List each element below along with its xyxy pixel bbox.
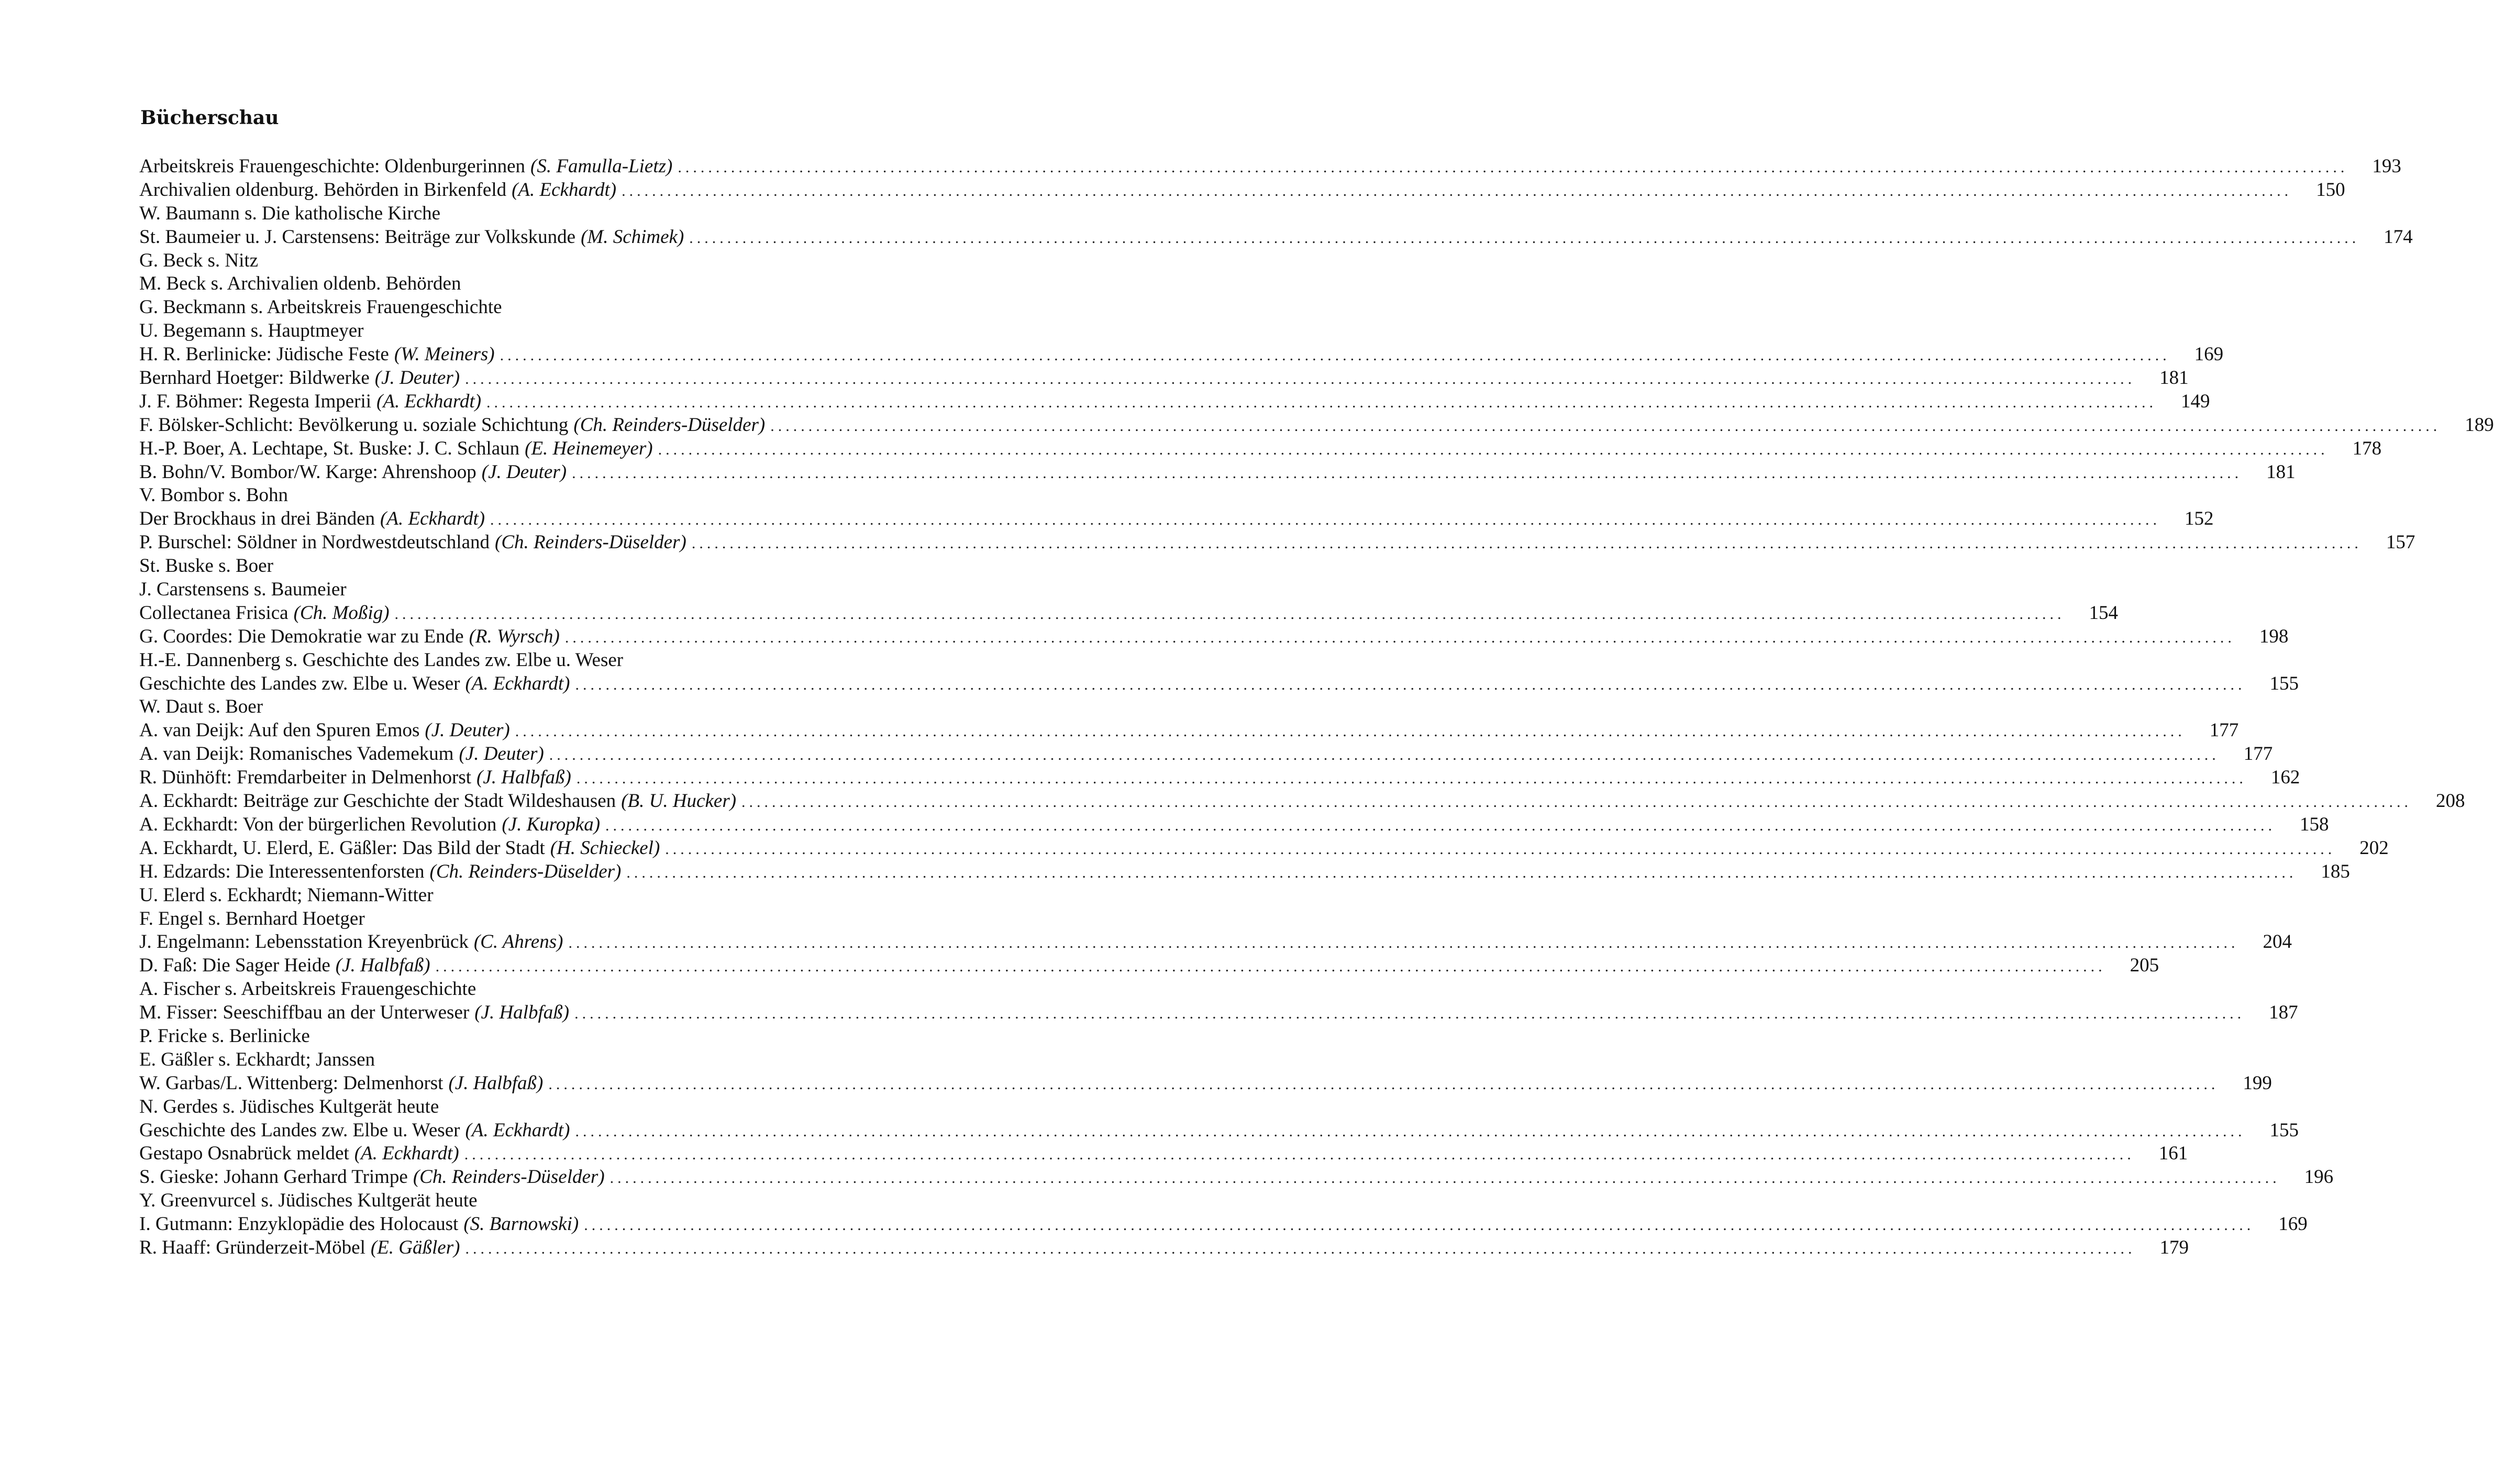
entry-page-number: 177: [2209, 719, 2239, 741]
dot-leader: ............................................................................................................................................................................................................................: [564, 628, 2235, 646]
entry-page-number: 158: [2300, 813, 2329, 835]
index-entry: [139, 155, 2401, 179]
index-entry: [139, 390, 2210, 414]
entry-reviewer: (Ch. Reinders-Düselder): [573, 414, 766, 436]
dot-leader: ............................................................................................................................................................................................................................: [576, 770, 2247, 788]
entry-title: G. Coordes: Die Demokratie war zu Ende: [139, 625, 464, 647]
index-entry-row: [139, 931, 2292, 953]
entry-reviewer: (Ch. Reinders-Düselder): [413, 1166, 605, 1188]
index-entry-row: [139, 202, 916, 225]
dot-leader: ............................................................................................................................................................................................................................: [605, 816, 2276, 834]
entry-reviewer: (A. Eckhardt): [354, 1143, 459, 1165]
dot-leader: ............................................................................................................................................................................................................................: [435, 958, 2106, 976]
index-entry: [139, 1189, 916, 1213]
index-entry: [139, 837, 2389, 860]
entry-reviewer: (M. Schimek): [581, 226, 684, 248]
entry-page-number: 150: [2316, 179, 2345, 201]
entry-reviewer: (S. Famulla-Lietz): [530, 156, 673, 177]
index-entry: [139, 179, 2345, 202]
entry-page-number: 199: [2243, 1072, 2272, 1094]
dot-leader: ............................................................................................................................................................................................................................: [549, 746, 2220, 764]
entry-title: R. Dünhöft: Fremdarbeiter in Delmenhorst: [139, 767, 472, 789]
index-entry-row: [139, 695, 916, 718]
entry-page-number: 181: [2159, 367, 2189, 389]
entry-title: J. Engelmann: Lebensstation Kreyenbrück: [139, 931, 469, 953]
entry-title: A. Fischer s. Arbeitskreis Frauengeschichte: [139, 978, 476, 1000]
entry-title: M. Beck s. Archivalien oldenb. Behörden: [139, 273, 461, 295]
entry-title: W. Baumann s. Die katholische Kirche: [139, 202, 441, 224]
entry-page-number: 169: [2194, 344, 2224, 366]
dot-leader: ............................................................................................................................................................................................................................: [572, 464, 2243, 482]
entry-page-number: 181: [2266, 461, 2296, 483]
index-entry-row: [139, 437, 2382, 460]
entry-page-number: 189: [2465, 414, 2494, 436]
index-entry: [139, 1166, 2334, 1189]
entry-title: M. Fisser: Seeschiffbau an der Unterweser: [139, 1002, 470, 1024]
index-entry-row: [139, 272, 916, 295]
index-entry: [139, 555, 916, 578]
index-entry: [139, 296, 916, 319]
index-entry-row: [139, 1001, 2298, 1024]
dot-leader: ............................................................................................................................................................................................................................: [665, 840, 2336, 858]
entry-title: W. Garbas/L. Wittenberg: Delmenhorst: [139, 1072, 444, 1094]
entry-page-number: 187: [2269, 1002, 2298, 1024]
entry-title: B. Bohn/V. Bombor/W. Karge: Ahrenshoop: [139, 461, 476, 483]
index-entry-row: [139, 296, 916, 318]
entry-reviewer: (J. Deuter): [425, 719, 510, 741]
index-entry-row: [139, 1166, 2334, 1188]
index-entry-row: [139, 907, 916, 930]
entry-title: St. Baumeier u. J. Carstensens: Beiträge zur Volkskunde: [139, 226, 576, 248]
index-entry: [139, 249, 916, 273]
entry-page-number: 177: [2243, 743, 2273, 765]
index-entry: [139, 1072, 2272, 1095]
index-entry-row: [139, 1142, 2188, 1165]
dot-leader: ............................................................................................................................................................................................................................: [548, 1075, 2219, 1093]
index-entry-row: [139, 367, 2189, 389]
index-entry-row: [139, 319, 916, 342]
entry-page-number: 157: [2386, 531, 2415, 553]
index-entry: [139, 202, 916, 226]
entry-title: W. Daut s. Boer: [139, 696, 263, 718]
index-entry-row: [139, 1213, 2308, 1235]
entry-reviewer: (J. Deuter): [481, 461, 567, 483]
index-entry: [139, 1025, 916, 1048]
index-entry: [139, 1213, 2308, 1236]
entry-page-number: 178: [2352, 437, 2382, 459]
entry-title: P. Burschel: Söldner in Nordwestdeutschland: [139, 531, 490, 553]
entry-reviewer: (J. Halbfaß): [448, 1072, 544, 1094]
index-entry-row: [139, 414, 2494, 436]
index-entry: [139, 1095, 916, 1119]
entry-title: J. F. Böhmer: Regesta Imperii: [139, 390, 372, 412]
index-entry: [139, 860, 2350, 884]
entry-page-number: 162: [2270, 767, 2300, 789]
entry-title: F. Bölsker-Schlicht: Bevölkerung u. soziale Schichtung: [139, 414, 569, 436]
dot-leader: ............................................................................................................................................................................................................................: [770, 417, 2441, 435]
index-entry-row: [139, 555, 916, 577]
index-entry: [139, 343, 2224, 367]
index-entry: [139, 531, 2415, 555]
index-entry-row: [139, 625, 2289, 648]
entry-title: N. Gerdes s. Jüdisches Kultgerät heute: [139, 1095, 439, 1117]
entry-title: G. Beck s. Nitz: [139, 249, 259, 271]
index-entry-row: [139, 719, 2239, 741]
entry-reviewer: (A. Eckhardt): [380, 508, 485, 530]
index-entry: [139, 695, 916, 719]
entry-title: E. Gäßler s. Eckhardt; Janssen: [139, 1048, 375, 1070]
entry-reviewer: (W. Meiners): [394, 344, 495, 366]
index-entry: [139, 931, 2292, 954]
index-entry-row: [139, 484, 916, 506]
entry-title: Y. Greenvurcel s. Jüdisches Kultgerät heute: [139, 1190, 478, 1212]
entry-reviewer: (Ch. Reinders-Düselder): [429, 860, 622, 882]
dot-leader: ............................................................................................................................................................................................................................: [658, 440, 2329, 458]
index-entry-row: [139, 1025, 916, 1047]
entry-page-number: 152: [2185, 508, 2214, 530]
dot-leader: ............................................................................................................................................................................................................................: [490, 511, 2161, 529]
entry-title: I. Gutmann: Enzyklopädie des Holocaust: [139, 1213, 459, 1235]
index-entry: [139, 461, 2296, 484]
index-entry-row: [139, 1236, 2189, 1259]
entry-title: Gestapo Osnabrück meldet: [139, 1143, 349, 1165]
dot-leader: ............................................................................................................................................................................................................................: [394, 605, 2065, 623]
entry-title: J. Carstensens s. Baumeier: [139, 579, 347, 601]
entry-title: P. Fricke s. Berlinicke: [139, 1025, 310, 1047]
index-entry: [139, 507, 2214, 531]
index-entry-row: [139, 672, 2299, 695]
index-entry: [139, 625, 2289, 649]
index-entry-row: [139, 860, 2350, 883]
index-entry-row: [139, 743, 2273, 765]
dot-leader: ............................................................................................................................................................................................................................: [568, 934, 2239, 952]
index-entry: [139, 484, 916, 507]
index-entry: [139, 884, 916, 907]
index-entry-row: [139, 1048, 916, 1071]
index-entry: [139, 578, 916, 602]
index-entry-list: [139, 155, 2494, 1260]
index-entry-row: [139, 249, 916, 272]
entry-reviewer: (J. Halbfaß): [474, 1002, 570, 1024]
entry-title: G. Beckmann s. Arbeitskreis Frauengeschichte: [139, 296, 502, 318]
entry-title: V. Bombor s. Bohn: [139, 484, 289, 506]
entry-reviewer: (J. Kuropka): [502, 813, 601, 835]
dot-leader: ............................................................................................................................................................................................................................: [741, 793, 2412, 811]
index-entry: [139, 1142, 2188, 1166]
index-entry: [139, 1236, 2189, 1260]
entry-reviewer: (S. Barnowski): [463, 1213, 579, 1235]
index-entry-row: [139, 978, 916, 1000]
entry-reviewer: (Ch. Moßig): [293, 602, 390, 624]
index-entry-row: [139, 602, 2119, 624]
entry-page-number: 196: [2304, 1166, 2334, 1188]
dot-leader: ............................................................................................................................................................................................................................: [626, 863, 2297, 881]
index-entry-row: [139, 461, 2296, 483]
index-entry: [139, 1119, 2299, 1143]
index-entry-row: [139, 884, 916, 906]
entry-title: H.-P. Boer, A. Lechtape, St. Buske: J. C. Schlaun: [139, 437, 520, 459]
entry-title: A. Eckhardt: Beiträge zur Geschichte der Stadt Wildeshausen: [139, 790, 616, 812]
entry-title: R. Haaff: Gründerzeit-Möbel: [139, 1236, 365, 1258]
entry-title: S. Gieske: Johann Gerhard Trimpe: [139, 1166, 408, 1188]
index-entry: [139, 272, 916, 296]
entry-reviewer: (A. Eckhardt): [376, 390, 482, 412]
index-entry: [139, 719, 2239, 743]
entry-title: H. R. Berlinicke: Jüdische Feste: [139, 344, 389, 366]
dot-leader: ............................................................................................................................................................................................................................: [584, 1216, 2255, 1234]
entry-title: A. Eckhardt, U. Elerd, E. Gäßler: Das Bild der Stadt: [139, 837, 545, 859]
dot-leader: ............................................................................................................................................................................................................................: [486, 393, 2157, 411]
entry-reviewer: (J. Deuter): [374, 367, 460, 389]
entry-page-number: 169: [2278, 1213, 2308, 1235]
entry-reviewer: (A. Eckhardt): [465, 1119, 570, 1141]
index-entry: [139, 954, 2159, 978]
entry-reviewer: (J. Halbfaß): [335, 955, 430, 977]
dot-leader: ............................................................................................................................................................................................................................: [575, 675, 2246, 693]
entry-title: A. van Deijk: Romanisches Vademekum: [139, 743, 454, 765]
dot-leader: ............................................................................................................................................................................................................................: [609, 1169, 2280, 1187]
dot-leader: ............................................................................................................................................................................................................................: [689, 229, 2360, 247]
index-entry-row: [139, 649, 916, 671]
index-entry-row: [139, 1095, 916, 1118]
index-entry: [139, 367, 2189, 390]
entry-title: U. Begemann s. Hauptmeyer: [139, 320, 364, 342]
entry-title: Arbeitskreis Frauengeschichte: Oldenburgerinnen: [139, 156, 526, 177]
entry-reviewer: (B. U. Hucker): [621, 790, 737, 812]
index-entry-row: [139, 179, 2345, 201]
entry-title: St. Buske s. Boer: [139, 555, 273, 577]
index-entry-row: [139, 837, 2389, 859]
entry-title: H.-E. Dannenberg s. Geschichte des Landes zw. Elbe u. Weser: [139, 649, 624, 671]
entry-reviewer: (Ch. Reinders-Düselder): [495, 531, 686, 553]
entry-reviewer: (A. Eckhardt): [465, 672, 570, 694]
index-entry-row: [139, 954, 2159, 977]
dot-leader: ............................................................................................................................................................................................................................: [678, 159, 2348, 176]
index-entry-row: [139, 1072, 2272, 1094]
index-entry: [139, 1001, 2298, 1025]
index-entry: [139, 602, 2119, 625]
index-entry-row: [139, 507, 2214, 530]
entry-page-number: 208: [2436, 790, 2465, 812]
index-entry-row: [139, 790, 2465, 812]
entry-reviewer: (J. Deuter): [459, 743, 544, 765]
dot-leader: ............................................................................................................................................................................................................................: [515, 723, 2186, 740]
entry-page-number: 185: [2321, 860, 2350, 882]
index-entry-row: [139, 343, 2224, 366]
entry-reviewer: (J. Halbfaß): [476, 767, 571, 789]
entry-title: Der Brockhaus in drei Bänden: [139, 508, 375, 530]
index-entry: [139, 813, 2329, 837]
dot-leader: ............................................................................................................................................................................................................................: [575, 1122, 2246, 1140]
dot-leader: ............................................................................................................................................................................................................................: [691, 535, 2362, 552]
entry-title: H. Edzards: Die Interessentenforsten: [139, 860, 425, 882]
entry-page-number: 155: [2269, 672, 2299, 694]
dot-leader: ............................................................................................................................................................................................................................: [622, 182, 2292, 200]
dot-leader: ............................................................................................................................................................................................................................: [500, 347, 2170, 364]
index-entry-row: [139, 766, 2300, 789]
entry-page-number: 202: [2359, 837, 2389, 859]
entry-title: Collectanea Frisica: [139, 602, 289, 624]
index-entry: [139, 649, 916, 672]
index-entry-row: [139, 1189, 916, 1212]
entry-reviewer: (C. Ahrens): [473, 931, 563, 953]
index-entry: [139, 226, 2413, 249]
index-entry: [139, 743, 2273, 766]
entry-page-number: 155: [2269, 1119, 2299, 1141]
index-entry-row: [139, 390, 2210, 413]
entry-page-number: 193: [2372, 156, 2401, 177]
index-entry: [139, 672, 2299, 696]
index-entry: [139, 978, 916, 1001]
entry-title: Geschichte des Landes zw. Elbe u. Weser: [139, 672, 460, 694]
entry-page-number: 149: [2181, 390, 2210, 412]
index-entry: [139, 907, 916, 931]
entry-page-number: 174: [2384, 226, 2413, 248]
entry-reviewer: (E. Gäßler): [370, 1236, 460, 1258]
index-entry: [139, 319, 916, 343]
dot-leader: ............................................................................................................................................................................................................................: [464, 1146, 2135, 1164]
index-entry: [139, 766, 2300, 790]
dot-leader: ............................................................................................................................................................................................................................: [574, 1005, 2245, 1023]
dot-leader: ............................................................................................................................................................................................................................: [465, 1239, 2136, 1257]
entry-title: D. Faß: Die Sager Heide: [139, 955, 330, 977]
index-entry-row: [139, 531, 2415, 553]
index-entry-row: [139, 1119, 2299, 1142]
index-entry: [139, 437, 2382, 461]
entry-page-number: 179: [2159, 1236, 2189, 1258]
entry-title: A. Eckhardt: Von der bürgerlichen Revolution: [139, 813, 497, 835]
entry-title: Bernhard Hoetger: Bildwerke: [139, 367, 370, 389]
entry-reviewer: (E. Heinemeyer): [525, 437, 653, 459]
index-entry: [139, 790, 2465, 813]
index-entry: [139, 414, 2494, 437]
entry-page-number: 161: [2158, 1143, 2188, 1165]
entry-page-number: 154: [2089, 602, 2119, 624]
entry-title: Archivalien oldenburg. Behörden in Birkenfeld: [139, 179, 507, 201]
index-entry-row: [139, 813, 2329, 836]
entry-page-number: 198: [2259, 625, 2289, 647]
page-heading: Bücherschau: [140, 107, 279, 129]
entry-title: A. van Deijk: Auf den Spuren Emos: [139, 719, 420, 741]
index-entry-row: [139, 578, 916, 601]
entry-title: U. Elerd s. Eckhardt; Niemann-Witter: [139, 884, 434, 906]
index-entry-row: [139, 226, 2413, 248]
entry-page-number: 204: [2263, 931, 2292, 953]
entry-page-number: 205: [2130, 955, 2159, 977]
index-entry-row: [139, 155, 2401, 178]
entry-reviewer: (A. Eckhardt): [512, 179, 617, 201]
entry-reviewer: (H. Schieckel): [550, 837, 660, 859]
entry-title: Geschichte des Landes zw. Elbe u. Weser: [139, 1119, 460, 1141]
index-entry: [139, 1048, 916, 1072]
entry-reviewer: (R. Wyrsch): [469, 625, 560, 647]
dot-leader: ............................................................................................................................................................................................................................: [465, 370, 2136, 388]
entry-title: F. Engel s. Bernhard Hoetger: [139, 907, 365, 929]
